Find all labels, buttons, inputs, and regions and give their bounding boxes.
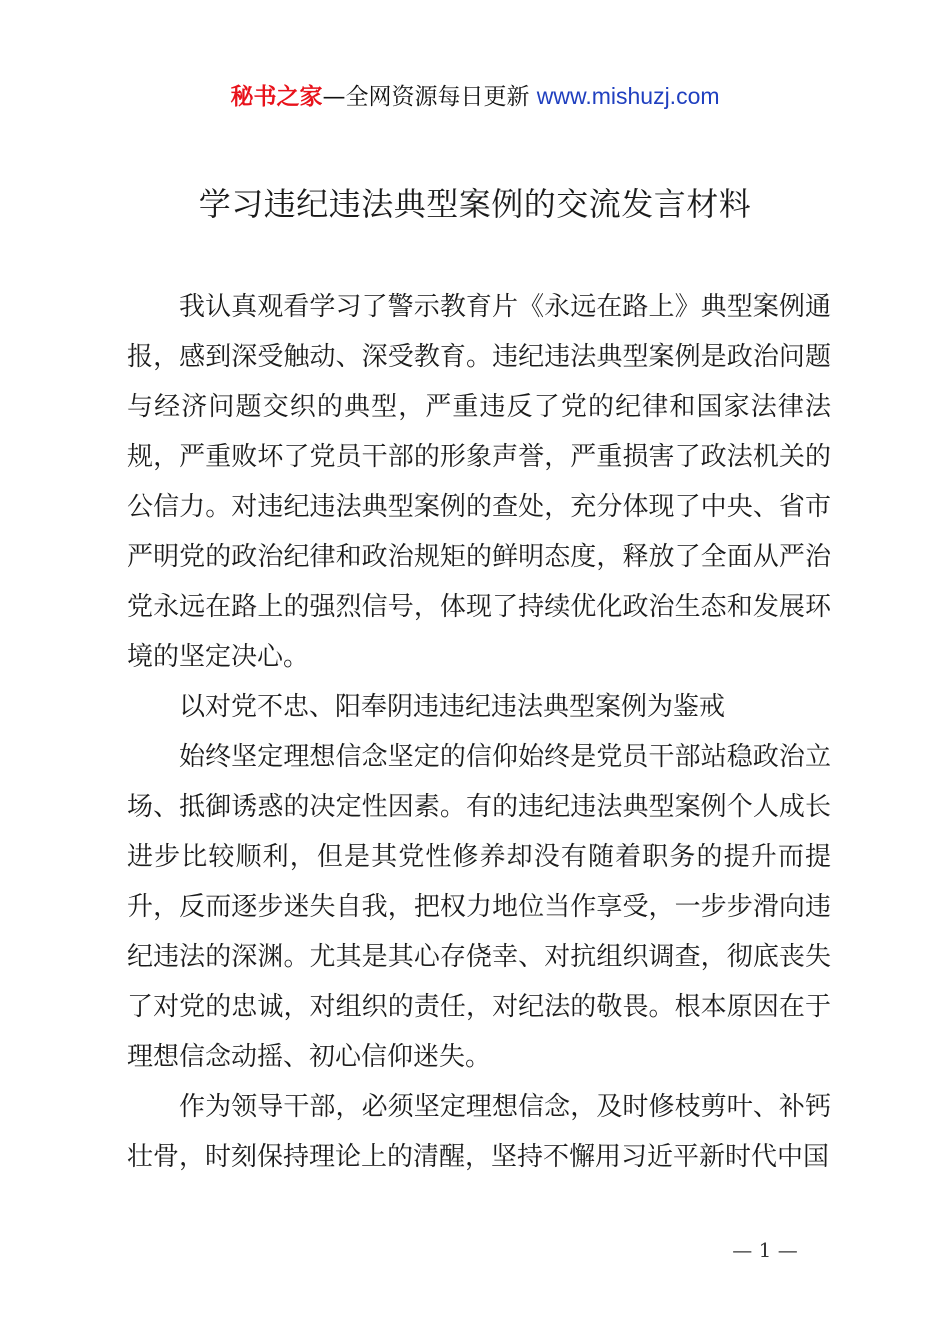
section-heading: 以对党不忠、阳奉阴违违纪违法典型案例为鉴戒	[179, 692, 726, 722]
body-paragraph: 我认真观看学习了警示教育片《永远在路上》典型案例通报，感到深受触动、深受教育。违纪违法典型案例是政治问题与经济问题交织的典型，严重违反了党的纪律和国家法律法规，严重败坏了党员干部的形象声誉，严重损害了政法机关的公信力。对违纪违法典型案例的查处，充分体现了中央、省市严明党的政治纪律和政治规矩的鲜明态度，释放了全面从严治党永远在路上的强烈信号，体现了持续优化政治生态和发展环境的坚定决心。	[127, 292, 831, 672]
document-title: 学习违纪违法典型案例的交流发言材料	[198, 185, 752, 223]
body-paragraph: 作为领导干部，必须坚定理想信念，及时修枝剪叶、补钙壮骨，时刻保持理论上的清醒，坚持不懈用习近平新时代中国	[127, 1092, 831, 1172]
page-number: — 1 —	[732, 1238, 798, 1262]
body-paragraph: 始终坚定理想信念坚定的信仰始终是党员干部站稳政治立场、抵御诱惑的决定性因素。有的违纪违法典型案例个人成长进步比较顺利，但是其党性修养却没有随着职务的提升而提升，反而逐步迷失自我，把权力地位当作享受，一步步滑向违纪违法的深渊。尤其是其心存侥幸、对抗组织调查，彻底丧失了对党的忠诚，对组织的责任，对纪法的敬畏。根本原因在于理想信念动摇、初心信仰迷失。	[127, 742, 831, 1072]
document-body	[127, 282, 831, 1182]
site-brand: 秘书之家	[230, 84, 323, 110]
site-header	[0, 80, 950, 113]
site-url[interactable]: www.mishuzj.com	[536, 83, 720, 109]
site-slogan: —全网资源每日更新	[322, 84, 530, 110]
